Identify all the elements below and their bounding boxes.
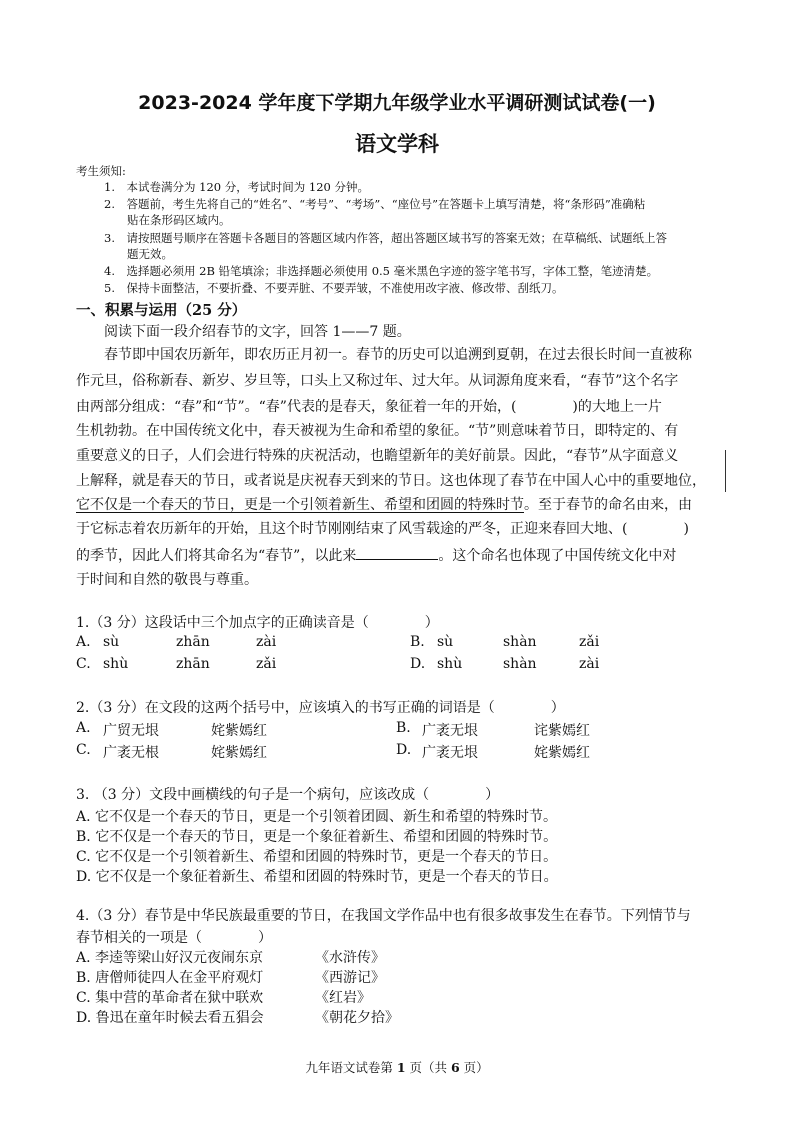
page-number: 1 [396,1060,406,1075]
option-pinyin: zhān [176,656,210,672]
option-book: 《红岩》 [315,990,371,1006]
exam-subject: 语文学科 [355,132,439,156]
option-label: C. [76,742,91,758]
passage-text: 的季节，因此人们将其命名为“春节”，以此来 [76,548,357,564]
notice-item: 4. 选择题必须用 2B 铅笔填涂；非选择题必须使用 0.5 毫米黑色字迹的签字笔书写，字体工整，笔迹清楚。 [104,264,659,278]
fill-blank [356,547,438,560]
option-word: 姹紫嫣红 [211,745,267,761]
notice-heading: 考生须知: [76,164,126,178]
section-heading: 一、积累与运用（25 分） [76,302,247,319]
passage-line [76,545,676,565]
option-word: 诧紫嫣红 [534,723,590,739]
passage-line: 重要意义的日子，人们会进行特殊的庆祝活动，也瞻望新年的美好前景。因此，“春节”从字面意义 [76,448,679,464]
option-book: 《西游记》 [315,970,385,986]
option-pinyin: zǎi [256,656,277,672]
question-stem: 2.（3 分）在文段的这两个括号中，应该填入的书写正确的词语是（ ） [76,700,565,716]
option-pinyin: sù [437,634,454,650]
option-word: 广袤无垠 [422,745,478,761]
option-label: B. [410,634,425,650]
option-pinyin: zǎi [579,634,600,650]
passage-line: 于它标志着农历新年的开始，且这个时节刚刚结束了风雪载途的严冬，正迎来春回大地、( ) [76,521,689,537]
question-stem: 4.（3 分）春节是中华民族最重要的节日，在我国文学作品中也有很多故事发生在春节。下列情节与 [76,908,691,924]
option-sentence: C. 它不仅是一个引领着新生、希望和团圆的特殊时节，更是一个春天的节日。 [76,849,558,865]
notice-item: 贴在条形码区域内。 [104,213,231,227]
option-label: D. [396,742,412,758]
option-label: C. [76,656,91,672]
notice-item: 题无效。 [104,247,173,261]
reading-instruction: 阅读下面一段介绍春节的文字，回答 1——7 题。 [104,324,411,340]
question-stem: 3. （3 分）文段中画横线的句子是一个病句，应该改成（ ） [76,787,500,803]
option-book: 《朝花夕拾》 [315,1010,399,1026]
passage-line: 于时间和自然的敬畏与尊重。 [76,572,258,588]
exam-title: 2023-2024 学年度下学期九年级学业水平调研测试试卷(一) [138,92,656,114]
option-pinyin: sù [103,634,120,650]
option-label: B. [396,720,411,736]
footer-text: 页（共 [405,1060,451,1075]
option-pinyin: shàn [503,634,537,650]
notice-item: 5. 保持卡面整洁，不要折叠、不要弄脏、不要弄皱，不准使用改字液、修改带、刮纸刀。 [104,281,564,295]
option-label: A. [76,634,91,650]
passage-line: 作元旦，俗称新春、新岁、岁旦等，口头上又称过年、过大年。从词源角度来看，“春节”这个名字 [76,373,679,389]
option-sentence: D. 它不仅是一个象征着新生、希望和团圆的特殊时节，更是一个春天的节日。 [76,869,558,885]
option-text: D. 鲁迅在童年时候去看五猖会 [76,1010,264,1026]
option-pinyin: zhān [176,634,210,650]
page-footer [0,1058,794,1076]
option-word: 广袤无垠 [422,723,478,739]
option-word: 姹紫嫣红 [211,723,267,739]
question-stem: 1.（3 分）这段话中三个加点字的正确读音是（ ） [76,615,439,631]
footer-text: 九年语文试卷第 [305,1060,397,1075]
option-word: 广贸无垠 [103,723,159,739]
passage-text: 。这个命名也体现了中国传统文化中对 [438,548,677,564]
footer-text: 页） [459,1060,489,1075]
option-sentence: B. 它不仅是一个春天的节日，更是一个象征着新生、希望和团圆的特殊时节。 [76,829,558,845]
option-pinyin: shàn [503,656,537,672]
underlined-sentence: 它不仅是一个春天的节日，更是一个引领着新生、希望和团圆的特殊时节 [76,497,524,513]
question-stem: 春节相关的一项是（ ） [76,930,272,946]
margin-mark [725,450,726,492]
notice-item: 3. 请按照题号顺序在答题卡各题目的答题区域内作答，超出答题区域书写的答案无效；在草稿纸、试题纸上答 [104,231,667,245]
notice-item: 2. 答题前，考生先将自己的“姓名”、“考号”、“考场”、“座位号”在答题卡上填写清楚，将“条形码”准确粘 [104,197,646,211]
option-pinyin: zài [256,634,277,650]
option-pinyin: shù [103,656,129,672]
passage-line [76,494,692,514]
passage-line: 生机勃勃。在中国传统文化中，春天被视为生命和希望的象征。“节”则意味着节日，即特定的、有 [76,423,679,439]
option-label: D. [410,656,426,672]
option-text: C. 集中营的革命者在狱中联欢 [76,990,264,1006]
option-word: 广袤无根 [103,745,159,761]
passage-line: 由两部分组成：“春”和“节”。“春”代表的是春天，象征着一年的开始，( )的大地上一片 [76,399,662,415]
option-text: B. 唐僧师徒四人在金平府观灯 [76,970,264,986]
option-word: 姹紫嫣红 [534,745,590,761]
passage-line: 上解释，就是春天的节日，或者说是庆祝春天到来的节日。这也体现了春节在中国人心中的重要地位， [76,473,706,489]
option-pinyin: zài [579,656,600,672]
passage-line: 春节即中国农历新年，即农历正月初一。春节的历史可以追溯到夏朝，在过去很长时间一直被称 [104,347,692,363]
notice-item: 1. 本试卷满分为 120 分，考试时间为 120 分钟。 [104,180,369,194]
option-text: A. 李逵等梁山好汉元夜闹东京 [76,950,264,966]
option-label: A. [76,720,91,736]
total-pages: 6 [450,1060,460,1075]
option-pinyin: shù [437,656,463,672]
passage-text: 。至于春节的命名由来，由 [524,497,692,513]
option-sentence: A. 它不仅是一个春天的节日，更是一个引领着团圆、新生和希望的特殊时节。 [76,809,558,825]
option-book: 《水浒传》 [315,950,385,966]
